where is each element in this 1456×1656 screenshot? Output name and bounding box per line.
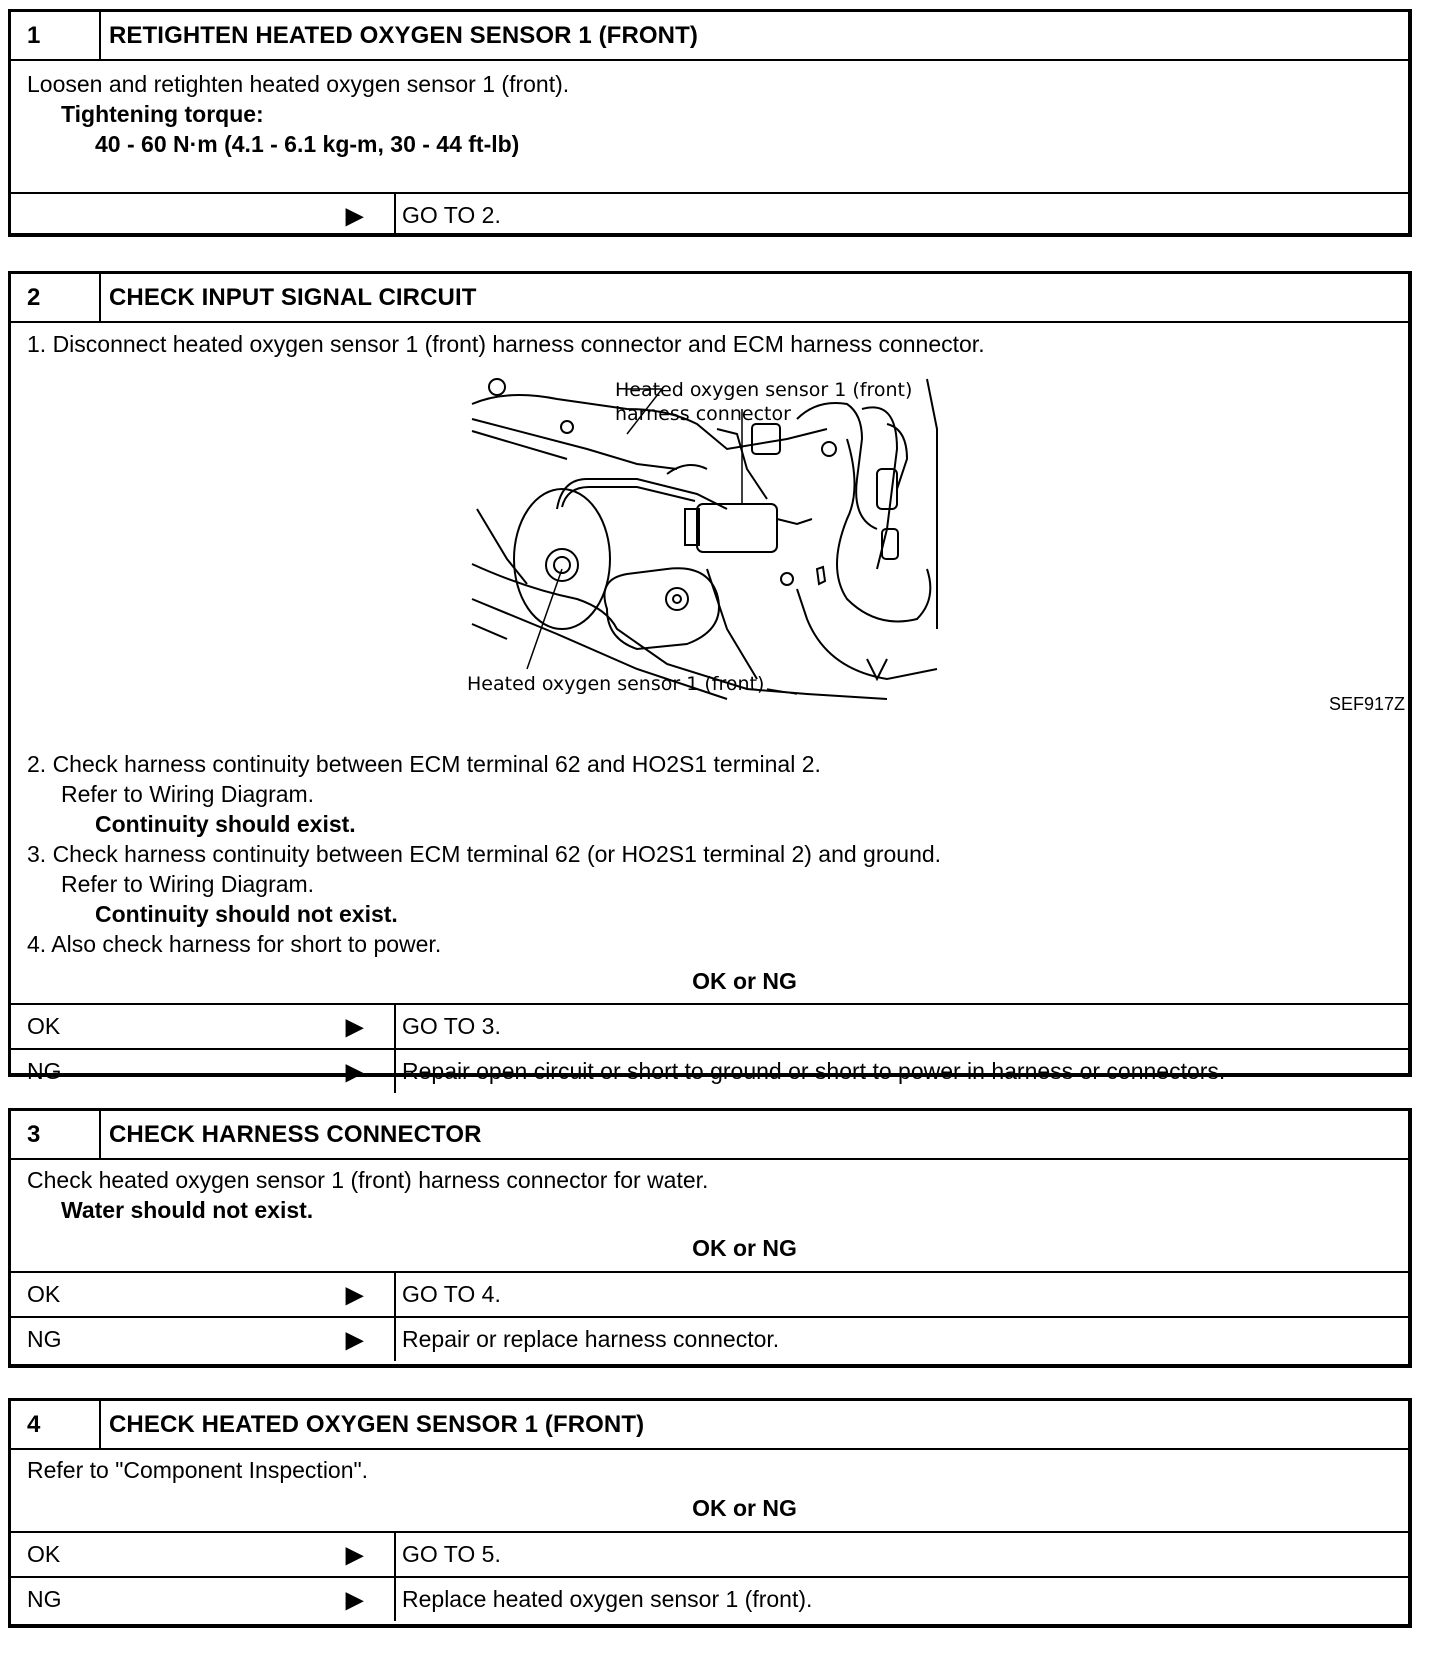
step-header xyxy=(11,274,1408,323)
spec-heading: Tightening torque: xyxy=(61,101,264,127)
result-row-ng xyxy=(11,1576,1408,1621)
instruction-text: Check heated oxygen sensor 1 (front) harness connector for water. xyxy=(27,1167,709,1193)
result-label: NG ▶ xyxy=(11,1318,396,1361)
label-connector-line2: harness connector xyxy=(615,403,791,425)
result-action: GO TO 5. xyxy=(402,1541,501,1567)
spec-value: 40 - 60 N·m (4.1 - 6.1 kg-m, 30 - 44 ft-lb) xyxy=(95,131,520,157)
step-number: 1 xyxy=(11,12,101,59)
result-action: Repair open circuit or short to ground or short to power in harness or connectors. xyxy=(402,1058,1226,1084)
ok-or-ng-label: OK or NG xyxy=(692,968,797,994)
step-body xyxy=(11,323,1408,1003)
result-row xyxy=(11,192,1408,237)
result-action: GO TO 3. xyxy=(402,1013,501,1039)
result-label: NG ▶ xyxy=(11,1578,396,1621)
step-body xyxy=(11,61,1408,192)
step-header xyxy=(11,12,1408,61)
instruction-text: Refer to "Component Inspection". xyxy=(27,1457,369,1483)
result-label: OK ▶ xyxy=(11,1005,396,1048)
step-title: CHECK INPUT SIGNAL CIRCUIT xyxy=(109,283,477,311)
arrow-right-icon: ▶ xyxy=(345,1541,364,1568)
result-action: GO TO 2. xyxy=(402,202,501,228)
result-row-ng xyxy=(11,1316,1408,1361)
step-3 xyxy=(8,1108,1412,1368)
result-row-ok xyxy=(11,1271,1408,1316)
result-row-ok xyxy=(11,1003,1408,1048)
figure-code: SEF917Z xyxy=(1328,694,1405,714)
ok-or-ng-label: OK or NG xyxy=(692,1235,797,1261)
result-row-ng xyxy=(11,1048,1408,1093)
instruction-item: 2. Check harness continuity between ECM terminal 62 and HO2S1 terminal 2. xyxy=(27,751,821,777)
spec-value: Continuity should not exist. xyxy=(95,901,398,927)
ok-or-ng-label: OK or NG xyxy=(692,1495,797,1521)
step-body xyxy=(11,1160,1408,1271)
step-title: CHECK HARNESS CONNECTOR xyxy=(109,1120,482,1148)
result-label: OK ▶ xyxy=(11,1533,396,1576)
step-header xyxy=(11,1111,1408,1160)
result-label: NG ▶ xyxy=(11,1050,396,1093)
label-sensor: Heated oxygen sensor 1 (front) xyxy=(467,673,765,695)
step-1 xyxy=(8,9,1412,237)
result-action: Repair or replace harness connector. xyxy=(402,1326,780,1352)
result-label xyxy=(11,194,396,237)
spec-value: Continuity should exist. xyxy=(95,811,356,837)
component-figure xyxy=(27,359,1407,749)
arrow-right-icon: ▶ xyxy=(345,1013,364,1040)
spec-value: Water should not exist. xyxy=(61,1197,314,1223)
instruction-ref: Refer to Wiring Diagram. xyxy=(61,781,315,807)
arrow-right-icon: ▶ xyxy=(345,1058,364,1085)
instruction-item: 1. Disconnect heated oxygen sensor 1 (front) harness connector and ECM harness connector. xyxy=(27,331,985,357)
result-label: OK ▶ xyxy=(11,1273,396,1316)
arrow-right-icon: ▶ xyxy=(345,202,364,229)
arrow-right-icon: ▶ xyxy=(345,1281,364,1308)
step-body xyxy=(11,1450,1408,1531)
instruction-item: 4. Also check harness for short to power. xyxy=(27,931,442,957)
step-header xyxy=(11,1401,1408,1450)
step-title: CHECK HEATED OXYGEN SENSOR 1 (FRONT) xyxy=(109,1410,645,1438)
arrow-right-icon: ▶ xyxy=(345,1326,364,1353)
arrow-right-icon: ▶ xyxy=(345,1586,364,1613)
result-action: GO TO 4. xyxy=(402,1281,501,1307)
step-number: 2 xyxy=(11,274,101,321)
step-2 xyxy=(8,271,1412,1085)
step-number: 3 xyxy=(11,1111,101,1158)
step-number: 4 xyxy=(11,1401,101,1448)
step-title: RETIGHTEN HEATED OXYGEN SENSOR 1 (FRONT) xyxy=(109,21,698,49)
step-4 xyxy=(8,1398,1412,1628)
instruction-text: Loosen and retighten heated oxygen sensor 1 (front). xyxy=(27,71,570,97)
result-row-ok xyxy=(11,1531,1408,1576)
instruction-ref: Refer to Wiring Diagram. xyxy=(61,871,315,897)
label-connector-line1: Heated oxygen sensor 1 (front) xyxy=(615,379,913,401)
instruction-item: 3. Check harness continuity between ECM terminal 62 (or HO2S1 terminal 2) and ground. xyxy=(27,841,942,867)
result-action: Replace heated oxygen sensor 1 (front). xyxy=(402,1586,813,1612)
